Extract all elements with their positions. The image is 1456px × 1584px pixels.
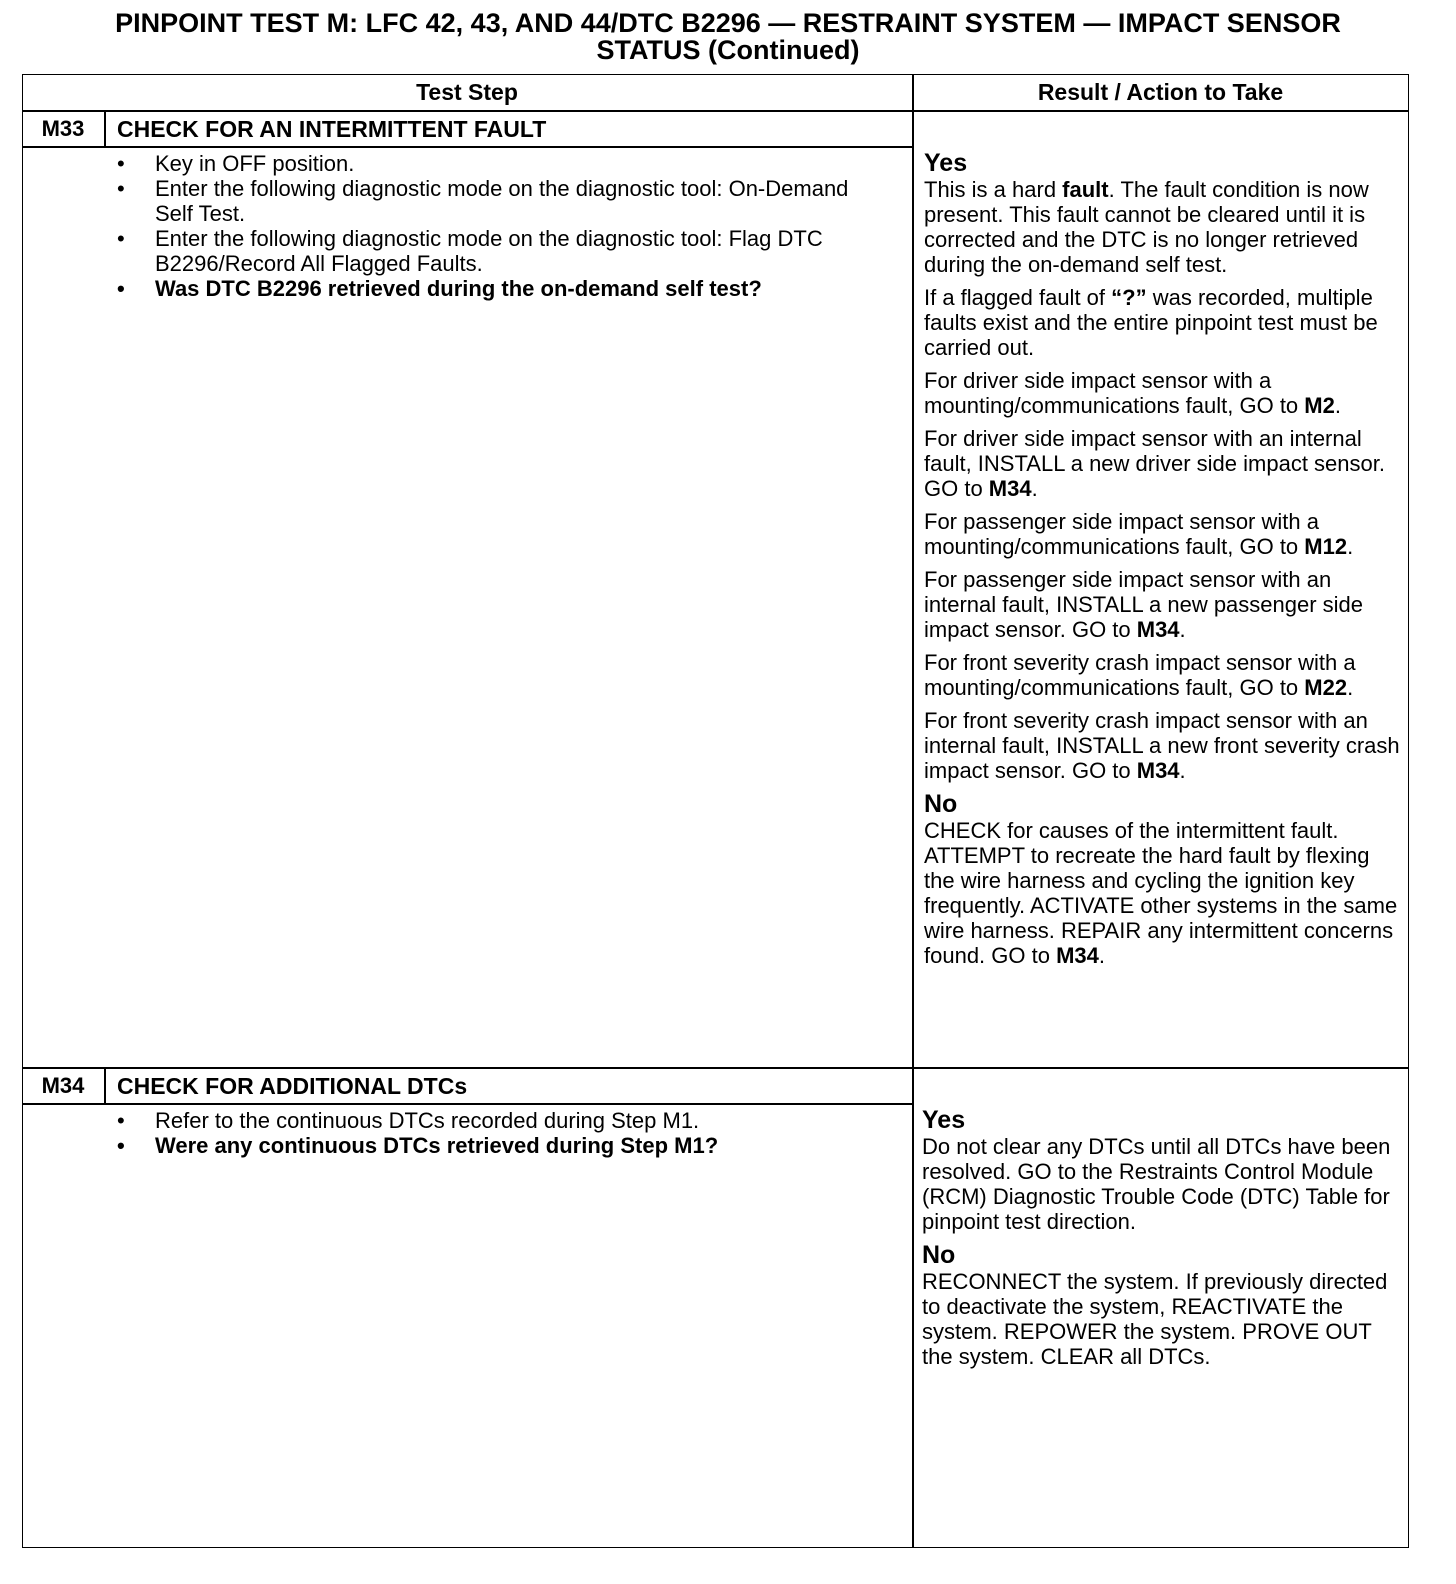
m33-yes-text: For front severity crash impact sensor with a mounting/communications fault, GO to M22. xyxy=(924,650,1356,700)
m33-no-text: CHECK for causes of the intermittent fault. ATTEMPT to recreate the hard fault by flexing the wire harness and cycling the ignition key frequently. ACTIVATE other systems in the same wire harness. REPAIR any intermittent concerns found. GO to M34. xyxy=(924,818,1398,968)
m33-yes-text: This is a hard fault. The fault condition is now present. This fault cannot be cleared until it is corrected and the DTC is no longer retrieved during the on-demand self test. xyxy=(924,177,1369,277)
m33-yes-text: For passenger side impact sensor with a mounting/communications fault, GO to M12. xyxy=(924,509,1354,559)
header-test-step: Test Step xyxy=(416,79,518,105)
list-item: • Enter the following diagnostic mode on the diagnostic tool: On-Demand Self Test. xyxy=(117,176,849,226)
m33-step-list xyxy=(117,151,877,301)
m34-num-divider xyxy=(104,1067,106,1104)
title-line-1: PINPOINT TEST M: LFC 42, 43, AND 44/DTC B2296 — RESTRAINT SYSTEM — IMPACT SENSOR xyxy=(115,8,1341,38)
m33-num-divider xyxy=(104,110,106,147)
list-item: • Key in OFF position. xyxy=(117,151,355,176)
m33-no-heading: No xyxy=(924,790,958,818)
m33-yes-heading: Yes xyxy=(924,149,968,177)
list-item: • Enter the following diagnostic mode on the diagnostic tool: Flag DTC B2296/Record All Flagged Faults. xyxy=(117,226,823,276)
m34-yes-text: Do not clear any DTCs until all DTCs have been resolved. GO to the Restraints Control Module (RCM) Diagnostic Trouble Code (DTC) Table for pinpoint test direction. xyxy=(922,1134,1391,1234)
m33-yes-text: If a flagged fault of “?” was recorded, multiple faults exist and the entire pinpoint test must be carried out. xyxy=(924,285,1378,360)
m33-yes-text: For driver side impact sensor with an internal fault, INSTALL a new driver side impact sensor. GO to M34. xyxy=(924,426,1385,501)
m33-yes-text: For driver side impact sensor with a mounting/communications fault, GO to M2. xyxy=(924,368,1341,418)
m33-title-divider xyxy=(22,146,913,148)
m34-title-divider xyxy=(22,1103,913,1105)
m34-step-title: CHECK FOR ADDITIONAL DTCs xyxy=(117,1073,468,1099)
m34-result xyxy=(922,1107,1404,1377)
column-divider xyxy=(912,74,914,1548)
list-item: • Refer to the continuous DTCs recorded during Step M1. xyxy=(117,1108,700,1133)
title-line-2: STATUS (Continued) xyxy=(596,35,860,65)
list-item: • Were any continuous DTCs retrieved during Step M1? xyxy=(117,1133,719,1158)
m33-yes-text: For passenger side impact sensor with an internal fault, INSTALL a new passenger side impact sensor. GO to M34. xyxy=(924,567,1364,642)
page-title xyxy=(0,10,1456,64)
m34-yes-heading: Yes xyxy=(922,1106,966,1134)
m33-result xyxy=(924,150,1404,976)
m33-step-title: CHECK FOR AN INTERMITTENT FAULT xyxy=(117,116,547,142)
m34-step-list xyxy=(117,1108,877,1158)
m33-yes-text: For front severity crash impact sensor with an internal fault, INSTALL a new front severity crash impact sensor. GO to M34. xyxy=(924,708,1400,783)
header-result-action: Result / Action to Take xyxy=(1037,79,1284,105)
header-divider xyxy=(22,110,1409,112)
m34-no-text: RECONNECT the system. If previously directed to deactivate the system, REACTIVATE the system. REPOWER the system. PROVE OUT the system. CLEAR all DTCs. xyxy=(922,1269,1388,1369)
m34-row-divider xyxy=(22,1067,1409,1069)
m34-step-number: M34 xyxy=(41,1073,85,1098)
m34-no-heading: No xyxy=(922,1241,956,1269)
m33-step-number: M33 xyxy=(41,116,85,141)
list-item: • Was DTC B2296 retrieved during the on-demand self test? xyxy=(117,276,762,301)
